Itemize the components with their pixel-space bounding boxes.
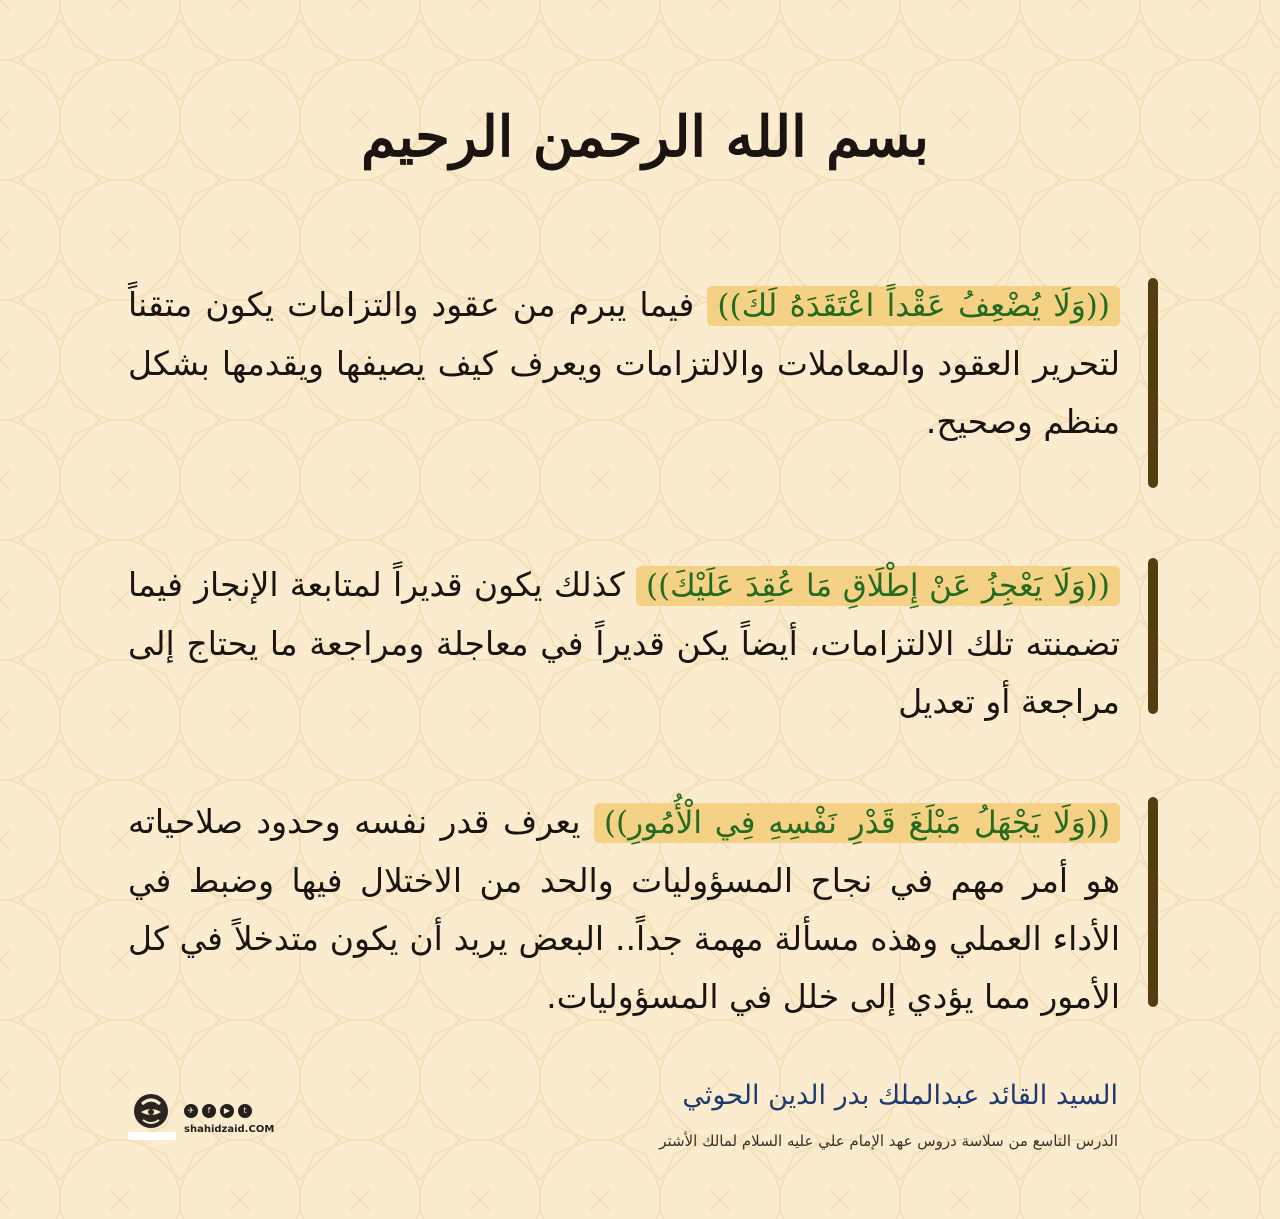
basmala-calligraphy: بسم الله الرحمن الرحيم (361, 104, 929, 170)
youtube-icon[interactable]: ▶ (220, 1104, 234, 1118)
paragraph-text (128, 276, 1120, 451)
paragraph-side-bar (1148, 278, 1158, 488)
twitter-icon[interactable]: t (238, 1104, 252, 1118)
paragraph-side-bar (1148, 558, 1158, 714)
foundation-logo-icon (128, 1090, 174, 1136)
quote-highlight: ((وَلَا يُضْعِفُ عَقْداً اعْتَقَدَهُ لَكَ)) (707, 286, 1120, 326)
series-caption: الدرس التاسع من سلاسة دروس عهد الإمام علي عليه السلام لمالك الأشتر (659, 1132, 1118, 1150)
quote-highlight: ((وَلَا يَعْجِزُ عَنْ إِطْلَاقِ مَا عُقِدَ عَلَيْكَ)) (636, 566, 1120, 606)
paragraph-block-2 (128, 556, 1120, 731)
telegram-icon[interactable]: ✈ (184, 1104, 198, 1118)
paragraph-block-3 (128, 793, 1120, 1026)
paragraph-body: كذلك يكون قديراً لمتابعة الإنجاز فيما تضمنته تلك الالتزامات، أيضاً يكن قديراً في معاجلة ومراجعة ما يحتاج إلى مراجعة أو تعديل (128, 565, 1120, 721)
logo-caption-strip (128, 1132, 176, 1140)
paragraph-body: يعرف قدر نفسه وحدود صلاحياته هو أمر مهم في نجاح المسؤوليات والحد من الاختلال فيها وضبط في الأداء العملي وهذه مسألة مهمة جداً.. البعض يريد أن يكون متدخلاً في كل الأمور مما يؤدي إلى خلل في المسؤوليات. (128, 802, 1120, 1016)
quote-highlight: ((وَلَا يَجْهَلُ مَبْلَغَ قَدْرِ نَفْسِهِ فِي الْأُمُورِ)) (594, 803, 1120, 843)
paragraph-block-1 (128, 276, 1120, 451)
author-name: السيد القائد عبدالملك بدر الدين الحوثي (682, 1080, 1118, 1111)
website-link[interactable]: shahidzaid.COM (184, 1124, 275, 1135)
paragraph-text (128, 556, 1120, 731)
paragraph-side-bar (1148, 797, 1158, 1007)
paragraph-text (128, 793, 1120, 1026)
facebook-icon[interactable]: f (202, 1104, 216, 1118)
social-icons (184, 1104, 252, 1118)
paragraph-body: فيما يبرم من عقود والتزامات يكون متقناً لتحرير العقود والمعاملات والالتزامات ويعرف كيف يصيفها ويقدمها بشكل منظم وصحيح. (128, 285, 1120, 441)
brand-footer (128, 1090, 278, 1152)
